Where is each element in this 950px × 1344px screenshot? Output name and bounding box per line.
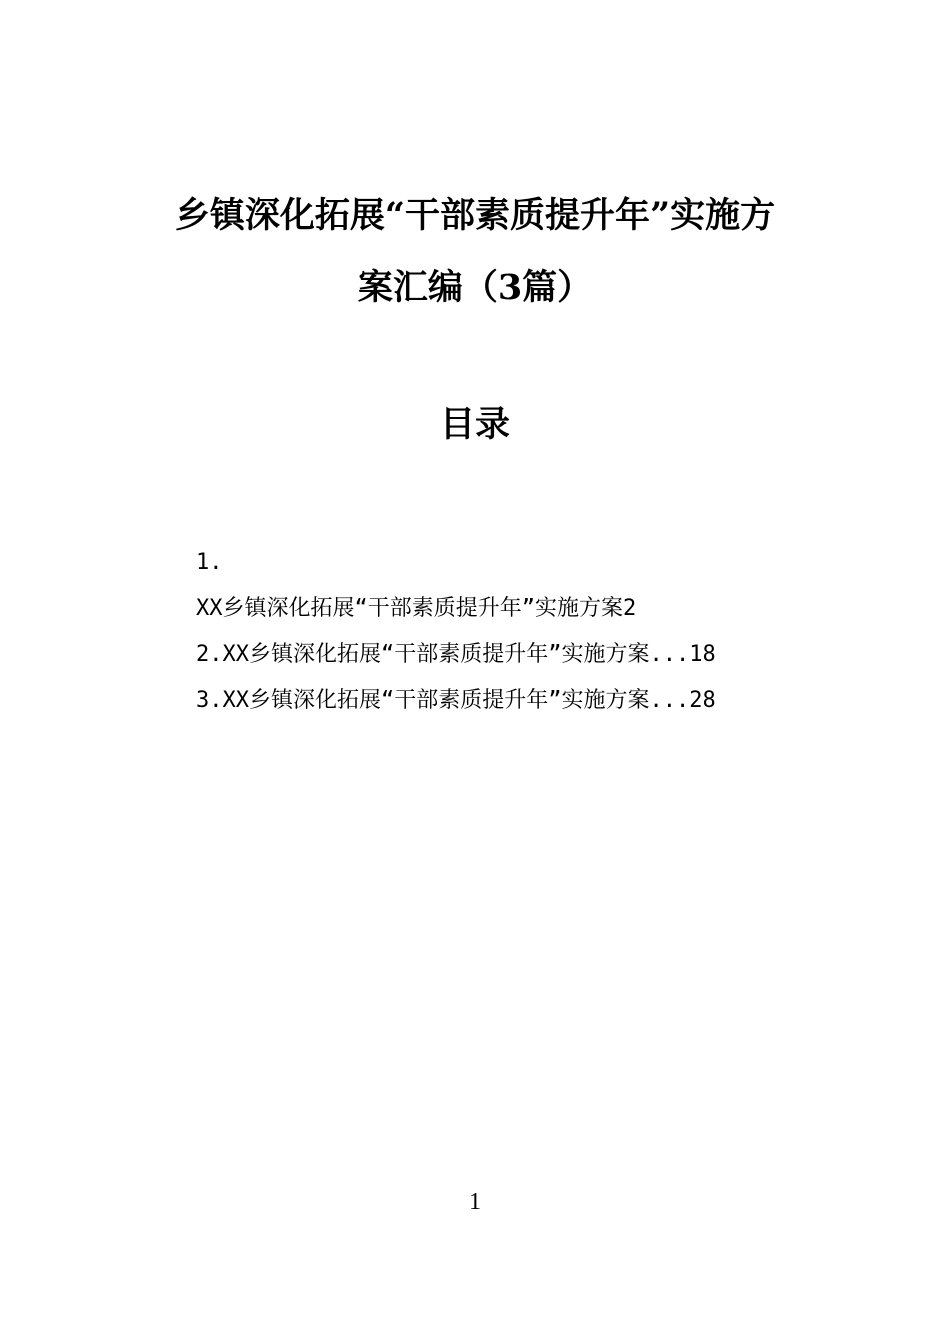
toc-heading: 目录: [439, 404, 510, 445]
page-number: 1: [469, 1189, 481, 1215]
toc-entry-1[interactable]: [196, 586, 836, 632]
toc-entry-text: XX乡镇深化拓展“干部素质提升年”实施方案...28: [222, 688, 716, 713]
toc-entry-number: 3.: [196, 688, 223, 713]
toc-entry-1-number: [196, 540, 836, 586]
document-title-line-2: 案汇编（3篇）: [357, 267, 593, 308]
toc-entry-3[interactable]: [196, 678, 836, 724]
toc-entry-2[interactable]: [196, 632, 836, 678]
table-of-contents: [196, 540, 836, 724]
document-title-line-1: 乡镇深化拓展“干部素质提升年”实施方: [174, 195, 776, 236]
toc-entry-number: 1.: [196, 550, 223, 575]
toc-entry-text: XX乡镇深化拓展“干部素质提升年”实施方案2: [196, 596, 637, 621]
toc-entry-text: XX乡镇深化拓展“干部素质提升年”实施方案...18: [222, 642, 716, 667]
toc-entry-number: 2.: [196, 642, 223, 667]
